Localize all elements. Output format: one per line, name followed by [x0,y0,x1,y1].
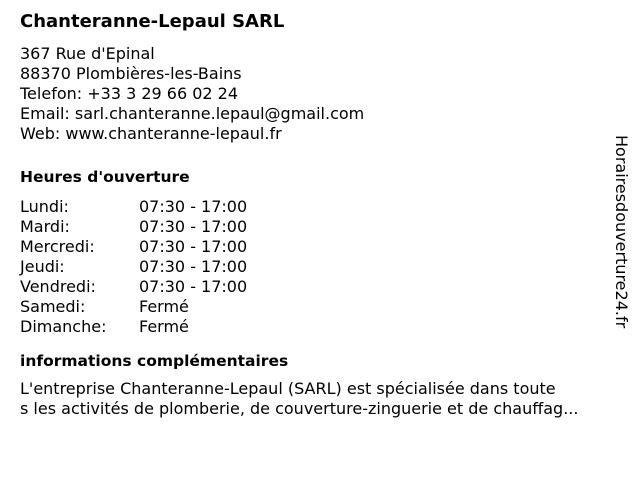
site-watermark: Horairesdouverture24.fr [612,135,631,329]
hours-time: 07:30 - 17:00 [139,257,248,276]
info-heading: informations complémentaires [20,352,289,370]
hours-row-vendredi [20,277,610,297]
hours-day: Lundi: [20,197,69,216]
description-line: s les activités de plomberie, de couverture-zinguerie et de chauffag... [20,399,579,418]
hours-day: Samedi: [20,297,86,316]
hours-heading: Heures d'ouverture [20,168,190,186]
address-street: 367 Rue d'Epinal [20,44,155,63]
hours-row-lundi [20,197,610,217]
hours-day: Dimanche: [20,317,107,336]
business-card [20,10,610,419]
hours-day: Mercredi: [20,237,95,256]
web-line: Web: www.chanteranne-lepaul.fr [20,124,282,143]
email-line: Email: sarl.chanteranne.lepaul@gmail.com [20,104,365,123]
hours-time: Fermé [139,297,189,316]
phone-line: Telefon: +33 3 29 66 02 24 [20,84,239,103]
hours-time: Fermé [139,317,189,336]
hours-day: Jeudi: [20,257,65,276]
hours-time: 07:30 - 17:00 [139,237,248,256]
hours-row-samedi [20,297,610,317]
business-description [20,379,620,419]
hours-row-dimanche [20,317,610,337]
contact-block [20,44,610,144]
address-city: 88370 Plombières-les-Bains [20,64,242,83]
hours-time: 07:30 - 17:00 [139,277,248,296]
hours-row-jeudi [20,257,610,277]
hours-time: 07:30 - 17:00 [139,217,248,236]
hours-table [20,197,610,337]
hours-row-mercredi [20,237,610,257]
hours-day: Mardi: [20,217,70,236]
hours-day: Vendredi: [20,277,96,296]
description-line: L'entreprise Chanteranne-Lepaul (SARL) est spécialisée dans toute [20,379,556,398]
hours-row-mardi [20,217,610,237]
business-name: Chanteranne-Lepaul SARL [20,11,285,32]
hours-time: 07:30 - 17:00 [139,197,248,216]
